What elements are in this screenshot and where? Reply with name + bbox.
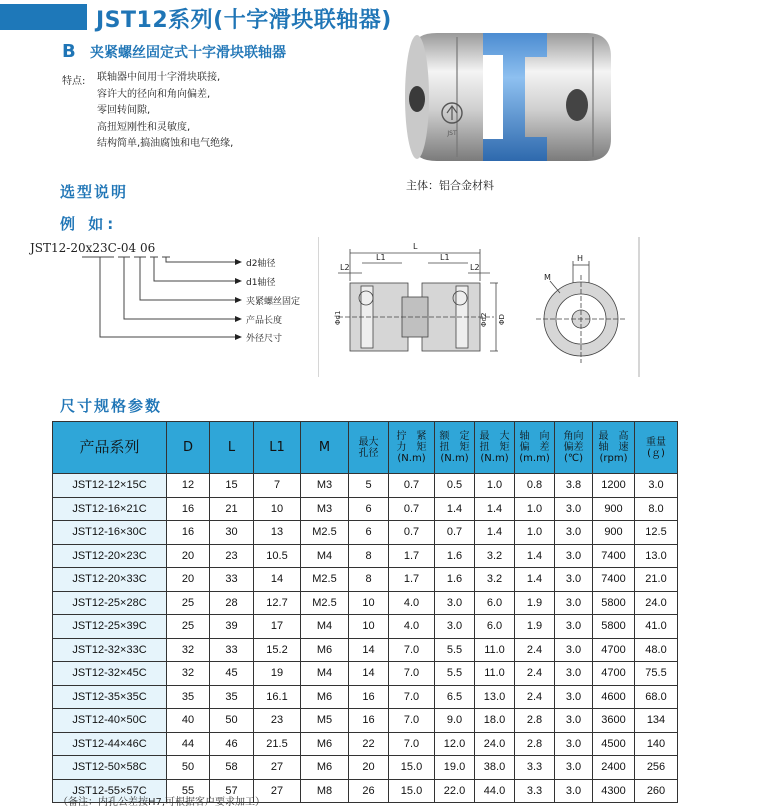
value-cell: 26 xyxy=(349,779,389,803)
value-cell: 11.0 xyxy=(475,662,515,686)
value-cell: 3.0 xyxy=(555,685,593,709)
value-cell: 21.0 xyxy=(635,568,678,592)
column-header: L xyxy=(210,422,254,474)
page-title: JST12系列(十字滑块联轴器) xyxy=(96,8,392,33)
value-cell: 32 xyxy=(167,662,210,686)
product-type-title: 夹紧螺丝固定式十字滑块联轴器 xyxy=(90,45,286,61)
value-cell: 14 xyxy=(254,568,301,592)
value-cell: M3 xyxy=(301,474,349,498)
model-cell: JST12-55×57C xyxy=(53,779,167,803)
value-cell: M6 xyxy=(301,685,349,709)
legend-d1: d1轴径 xyxy=(246,278,276,288)
value-cell: 256 xyxy=(635,756,678,780)
value-cell: 1.0 xyxy=(475,474,515,498)
value-cell: 4600 xyxy=(593,685,635,709)
value-cell: 22.0 xyxy=(435,779,475,803)
feature-item: 高扭短刚性和灵敏度, xyxy=(97,121,191,133)
value-cell: 1.4 xyxy=(515,544,555,568)
features-list xyxy=(97,70,233,153)
value-cell: 1.9 xyxy=(515,591,555,615)
value-cell: 7.0 xyxy=(389,732,435,756)
value-cell: 19.0 xyxy=(435,756,475,780)
dim-L1-left: L1 xyxy=(376,253,386,262)
value-cell: 23 xyxy=(254,709,301,733)
specs-heading: 尺寸规格参数 xyxy=(60,397,163,415)
value-cell: 33 xyxy=(210,568,254,592)
value-cell: 1.0 xyxy=(515,521,555,545)
value-cell: 3.0 xyxy=(555,544,593,568)
value-cell: 6 xyxy=(349,497,389,521)
value-cell: 15 xyxy=(210,474,254,498)
model-cell: JST12-44×46C xyxy=(53,732,167,756)
value-cell: 14 xyxy=(349,662,389,686)
value-cell: 1.7 xyxy=(389,544,435,568)
column-header: 产品系列 xyxy=(53,422,167,474)
model-cell: JST12-20×33C xyxy=(53,568,167,592)
value-cell: 3.0 xyxy=(635,474,678,498)
dim-D: ΦD xyxy=(498,314,506,325)
value-cell: 0.7 xyxy=(389,497,435,521)
feature-item: 结构简单,搞油腐蚀和电气绝缘, xyxy=(97,138,234,149)
value-cell: 17 xyxy=(254,615,301,639)
table-row xyxy=(53,474,678,498)
value-cell: 10 xyxy=(349,591,389,615)
value-cell: 2.4 xyxy=(515,685,555,709)
value-cell: 3.0 xyxy=(555,779,593,803)
value-cell: 10.5 xyxy=(254,544,301,568)
dim-L1-right: L1 xyxy=(440,253,450,262)
value-cell: 6 xyxy=(349,521,389,545)
features-label: 特点: xyxy=(62,76,86,87)
value-cell: 3.0 xyxy=(435,591,475,615)
value-cell: 16 xyxy=(167,497,210,521)
dimension-drawing xyxy=(318,235,640,377)
value-cell: 134 xyxy=(635,709,678,733)
value-cell: 3.8 xyxy=(555,474,593,498)
column-header: 重量 (ｇ) xyxy=(635,422,678,474)
feature-item: 零回转间隙, xyxy=(97,105,151,116)
table-row xyxy=(53,615,678,639)
column-header: 拧 紧 力 矩 (N.m) xyxy=(389,422,435,474)
value-cell: M2.5 xyxy=(301,591,349,615)
value-cell: 11.0 xyxy=(475,638,515,662)
value-cell: 3.3 xyxy=(515,779,555,803)
value-cell: 1200 xyxy=(593,474,635,498)
value-cell: 8.0 xyxy=(635,497,678,521)
table-row xyxy=(53,662,678,686)
value-cell: M4 xyxy=(301,544,349,568)
value-cell: 5800 xyxy=(593,615,635,639)
value-cell: 3.0 xyxy=(555,521,593,545)
value-cell: 4500 xyxy=(593,732,635,756)
table-row xyxy=(53,568,678,592)
column-header: 最 大 扭 矩 (N.m) xyxy=(475,422,515,474)
value-cell: 15.2 xyxy=(254,638,301,662)
model-cell: JST12-32×45C xyxy=(53,662,167,686)
value-cell: 6.5 xyxy=(435,685,475,709)
table-row xyxy=(53,732,678,756)
feature-item: 联轴器中间用十字滑块联接, xyxy=(97,72,221,83)
footnote: （备注：内孔公差按H7,可根据客户要求加工） xyxy=(58,797,266,807)
value-cell: 12.7 xyxy=(254,591,301,615)
table-row xyxy=(53,709,678,733)
value-cell: 260 xyxy=(635,779,678,803)
dim-L2-right: L2 xyxy=(470,263,480,272)
example-heading: 例 如: xyxy=(60,215,118,233)
value-cell: 4700 xyxy=(593,662,635,686)
value-cell: 13 xyxy=(254,521,301,545)
dim-d1: Φd1 xyxy=(334,310,342,325)
value-cell: 5 xyxy=(349,474,389,498)
value-cell: 20 xyxy=(167,568,210,592)
value-cell: 0.7 xyxy=(435,521,475,545)
value-cell: 46 xyxy=(210,732,254,756)
dim-M: M xyxy=(544,273,551,282)
column-header: 最大 孔径 xyxy=(349,422,389,474)
value-cell: 140 xyxy=(635,732,678,756)
value-cell: 1.9 xyxy=(515,615,555,639)
value-cell: 3600 xyxy=(593,709,635,733)
legend-length: 产品长度 xyxy=(246,316,283,326)
value-cell: 0.7 xyxy=(389,521,435,545)
value-cell: 10 xyxy=(349,615,389,639)
value-cell: 9.0 xyxy=(435,709,475,733)
value-cell: 7400 xyxy=(593,544,635,568)
value-cell: 32 xyxy=(167,638,210,662)
value-cell: 23 xyxy=(210,544,254,568)
table-row xyxy=(53,685,678,709)
value-cell: 39 xyxy=(210,615,254,639)
value-cell: 3.0 xyxy=(555,591,593,615)
value-cell: 1.4 xyxy=(475,521,515,545)
value-cell: 6.0 xyxy=(475,615,515,639)
value-cell: 7.0 xyxy=(389,709,435,733)
specs-table-body xyxy=(53,474,678,803)
header-accent-bar xyxy=(0,4,87,30)
value-cell: 3.0 xyxy=(555,615,593,639)
specs-header-row xyxy=(53,422,678,474)
value-cell: 25 xyxy=(167,591,210,615)
value-cell: 33 xyxy=(210,638,254,662)
value-cell: 19 xyxy=(254,662,301,686)
value-cell: 900 xyxy=(593,497,635,521)
value-cell: 50 xyxy=(167,756,210,780)
value-cell: 57 xyxy=(210,779,254,803)
value-cell: 7.0 xyxy=(389,685,435,709)
value-cell: M5 xyxy=(301,709,349,733)
value-cell: 45 xyxy=(210,662,254,686)
value-cell: 25 xyxy=(167,615,210,639)
value-cell: 12.5 xyxy=(635,521,678,545)
value-cell: 3.0 xyxy=(555,568,593,592)
value-cell: 3.0 xyxy=(555,662,593,686)
value-cell: 13.0 xyxy=(635,544,678,568)
model-cell: JST12-20×23C xyxy=(53,544,167,568)
table-row xyxy=(53,497,678,521)
value-cell: 30 xyxy=(210,521,254,545)
value-cell: 20 xyxy=(167,544,210,568)
value-cell: 3.0 xyxy=(555,756,593,780)
column-header: 额 定 扭 矩 (N.m) xyxy=(435,422,475,474)
column-header: 角向 偏差 (℃) xyxy=(555,422,593,474)
value-cell: 21.5 xyxy=(254,732,301,756)
value-cell: 3.0 xyxy=(555,732,593,756)
value-cell: 48.0 xyxy=(635,638,678,662)
value-cell: M6 xyxy=(301,638,349,662)
value-cell: 3.0 xyxy=(555,709,593,733)
value-cell: 41.0 xyxy=(635,615,678,639)
value-cell: 10 xyxy=(254,497,301,521)
product-photo xyxy=(397,27,622,167)
dim-d2: Φd2 xyxy=(480,312,488,327)
model-cell: JST12-35×35C xyxy=(53,685,167,709)
value-cell: 22 xyxy=(349,732,389,756)
column-header: 最 高 轴 速 (rpm) xyxy=(593,422,635,474)
value-cell: 1.6 xyxy=(435,544,475,568)
column-header: L1 xyxy=(254,422,301,474)
model-cell: JST12-25×28C xyxy=(53,591,167,615)
value-cell: 7.0 xyxy=(389,662,435,686)
value-cell: 38.0 xyxy=(475,756,515,780)
value-cell: 20 xyxy=(349,756,389,780)
value-cell: 18.0 xyxy=(475,709,515,733)
model-cell: JST12-12×15C xyxy=(53,474,167,498)
value-cell: 3.2 xyxy=(475,544,515,568)
value-cell: 28 xyxy=(210,591,254,615)
value-cell: 2400 xyxy=(593,756,635,780)
value-cell: 40 xyxy=(167,709,210,733)
value-cell: 14 xyxy=(349,638,389,662)
value-cell: 12 xyxy=(167,474,210,498)
value-cell: 4.0 xyxy=(389,591,435,615)
value-cell: 50 xyxy=(210,709,254,733)
value-cell: 0.5 xyxy=(435,474,475,498)
value-cell: 2.4 xyxy=(515,662,555,686)
value-cell: 1.4 xyxy=(515,568,555,592)
value-cell: 58 xyxy=(210,756,254,780)
table-row xyxy=(53,756,678,780)
value-cell: 1.6 xyxy=(435,568,475,592)
model-cell: JST12-50×58C xyxy=(53,756,167,780)
value-cell: 12.0 xyxy=(435,732,475,756)
value-cell: 44 xyxy=(167,732,210,756)
value-cell: 3.3 xyxy=(515,756,555,780)
table-row xyxy=(53,544,678,568)
value-cell: 16 xyxy=(349,709,389,733)
value-cell: 68.0 xyxy=(635,685,678,709)
table-row xyxy=(53,591,678,615)
value-cell: 900 xyxy=(593,521,635,545)
table-row xyxy=(53,638,678,662)
value-cell: 13.0 xyxy=(475,685,515,709)
model-cell: JST12-40×50C xyxy=(53,709,167,733)
value-cell: 44.0 xyxy=(475,779,515,803)
product-logo-text: JST xyxy=(447,130,457,137)
value-cell: 4.0 xyxy=(389,615,435,639)
feature-item: 容许大的径向和角向偏差, xyxy=(97,88,211,100)
dim-L: L xyxy=(413,242,418,251)
value-cell: 21 xyxy=(210,497,254,521)
model-cell: JST12-16×21C xyxy=(53,497,167,521)
value-cell: 35 xyxy=(167,685,210,709)
section-letter: B xyxy=(62,41,76,62)
value-cell: 15.0 xyxy=(389,756,435,780)
model-cell: JST12-32×33C xyxy=(53,638,167,662)
legend-outer-diameter: 外径尺寸 xyxy=(246,334,283,344)
value-cell: 3.2 xyxy=(475,568,515,592)
table-row xyxy=(53,521,678,545)
value-cell: 6.0 xyxy=(475,591,515,615)
selection-heading: 选型说明 xyxy=(60,183,129,201)
column-header: M xyxy=(301,422,349,474)
value-cell: 8 xyxy=(349,544,389,568)
value-cell: 16.1 xyxy=(254,685,301,709)
value-cell: 27 xyxy=(254,756,301,780)
material-label: 主体：铝合金材料 xyxy=(406,179,494,192)
specs-table-header xyxy=(53,422,678,474)
value-cell: 1.7 xyxy=(389,568,435,592)
specs-table xyxy=(52,421,678,803)
value-cell: M8 xyxy=(301,779,349,803)
value-cell: 16 xyxy=(167,521,210,545)
model-cell: JST12-16×30C xyxy=(53,521,167,545)
value-cell: 3.0 xyxy=(555,638,593,662)
value-cell: 16 xyxy=(349,685,389,709)
value-cell: 0.8 xyxy=(515,474,555,498)
value-cell: 24.0 xyxy=(635,591,678,615)
column-header: D xyxy=(167,422,210,474)
value-cell: 27 xyxy=(254,779,301,803)
value-cell: 3.0 xyxy=(555,497,593,521)
value-cell: M6 xyxy=(301,756,349,780)
value-cell: 5800 xyxy=(593,591,635,615)
value-cell: 1.0 xyxy=(515,497,555,521)
value-cell: 4300 xyxy=(593,779,635,803)
value-cell: M2.5 xyxy=(301,521,349,545)
value-cell: 7.0 xyxy=(389,638,435,662)
legend-d2: d2轴径 xyxy=(246,259,276,269)
value-cell: 1.4 xyxy=(475,497,515,521)
dim-H: H xyxy=(577,254,584,263)
value-cell: M4 xyxy=(301,662,349,686)
value-cell: M6 xyxy=(301,732,349,756)
value-cell: 15.0 xyxy=(389,779,435,803)
value-cell: 0.7 xyxy=(389,474,435,498)
legend-clamp-screw: 夹紧螺丝固定 xyxy=(246,297,301,307)
column-header: 轴 向 偏 差 (m.m) xyxy=(515,422,555,474)
value-cell: 8 xyxy=(349,568,389,592)
value-cell: 7400 xyxy=(593,568,635,592)
value-cell: 35 xyxy=(210,685,254,709)
value-cell: 3.0 xyxy=(435,615,475,639)
value-cell: 2.8 xyxy=(515,732,555,756)
value-cell: M4 xyxy=(301,615,349,639)
value-cell: 7 xyxy=(254,474,301,498)
value-cell: 24.0 xyxy=(475,732,515,756)
value-cell: M3 xyxy=(301,497,349,521)
value-cell: 2.8 xyxy=(515,709,555,733)
value-cell: 55 xyxy=(167,779,210,803)
model-cell: JST12-25×39C xyxy=(53,615,167,639)
value-cell: 5.5 xyxy=(435,638,475,662)
value-cell: 2.4 xyxy=(515,638,555,662)
value-cell: 5.5 xyxy=(435,662,475,686)
value-cell: 1.4 xyxy=(435,497,475,521)
example-model-code: JST12-20x23C-04 06 xyxy=(30,241,156,255)
value-cell: 75.5 xyxy=(635,662,678,686)
dim-L2-left: L2 xyxy=(340,263,350,272)
value-cell: 4700 xyxy=(593,638,635,662)
value-cell: M2.5 xyxy=(301,568,349,592)
